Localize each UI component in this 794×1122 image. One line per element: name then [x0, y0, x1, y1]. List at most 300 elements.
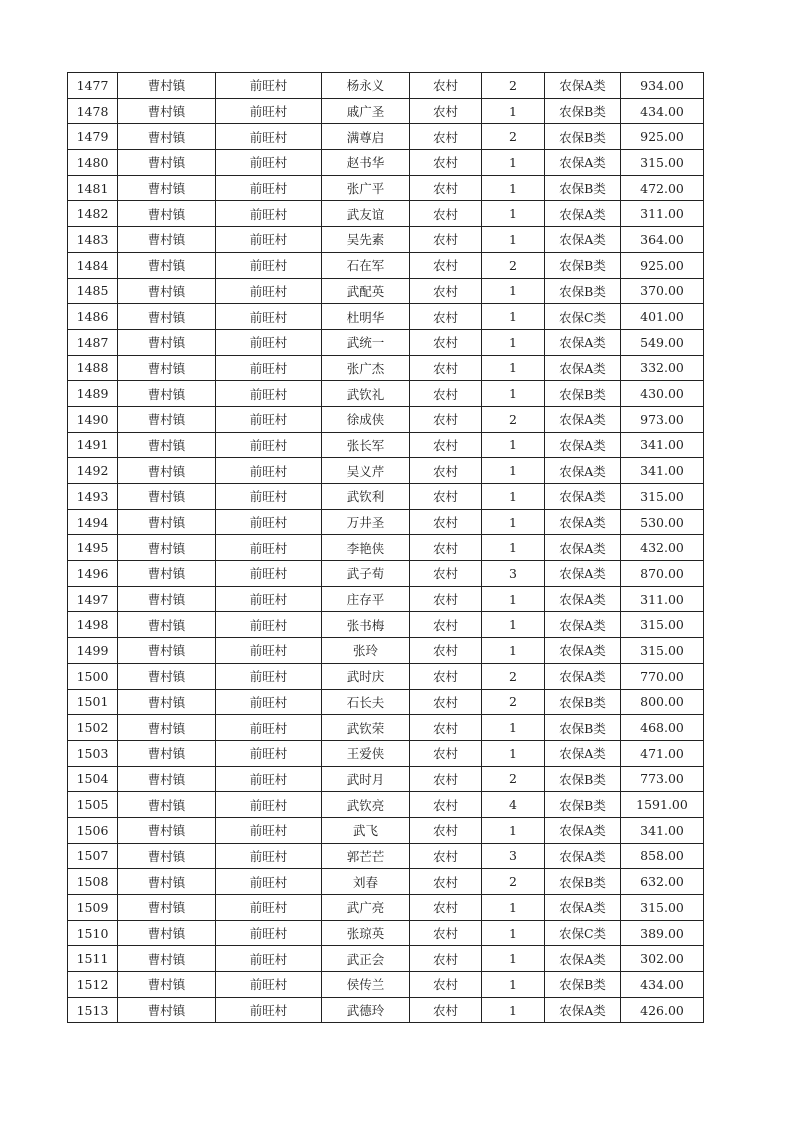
- household-type-cell: 农村: [410, 663, 482, 689]
- people-count-cell: 1: [482, 715, 545, 741]
- people-count-cell: 4: [482, 792, 545, 818]
- household-type-cell: 农村: [410, 329, 482, 355]
- category-cell: 农保B类: [545, 98, 621, 124]
- household-type-cell: 农村: [410, 484, 482, 510]
- table-row: [68, 227, 704, 253]
- amount-cell: 472.00: [621, 175, 704, 201]
- household-type-cell: 农村: [410, 73, 482, 99]
- people-count-cell: 1: [482, 484, 545, 510]
- table-body: [68, 73, 704, 1023]
- row-number-cell: 1487: [68, 329, 118, 355]
- household-type-cell: 农村: [410, 252, 482, 278]
- people-count-cell: 1: [482, 201, 545, 227]
- town-cell: 曹村镇: [118, 972, 216, 998]
- town-cell: 曹村镇: [118, 946, 216, 972]
- village-cell: 前旺村: [216, 817, 322, 843]
- town-cell: 曹村镇: [118, 792, 216, 818]
- table-row: [68, 766, 704, 792]
- amount-cell: 315.00: [621, 150, 704, 176]
- amount-cell: 770.00: [621, 663, 704, 689]
- village-cell: 前旺村: [216, 792, 322, 818]
- name-cell: 武时庆: [322, 663, 410, 689]
- name-cell: 张广平: [322, 175, 410, 201]
- town-cell: 曹村镇: [118, 73, 216, 99]
- category-cell: 农保B类: [545, 252, 621, 278]
- household-type-cell: 农村: [410, 535, 482, 561]
- row-number-cell: 1498: [68, 612, 118, 638]
- people-count-cell: 1: [482, 227, 545, 253]
- village-cell: 前旺村: [216, 304, 322, 330]
- row-number-cell: 1495: [68, 535, 118, 561]
- row-number-cell: 1510: [68, 920, 118, 946]
- people-count-cell: 1: [482, 972, 545, 998]
- amount-cell: 434.00: [621, 98, 704, 124]
- household-type-cell: 农村: [410, 381, 482, 407]
- table-row: [68, 329, 704, 355]
- amount-cell: 632.00: [621, 869, 704, 895]
- row-number-cell: 1479: [68, 124, 118, 150]
- village-cell: 前旺村: [216, 946, 322, 972]
- village-cell: 前旺村: [216, 201, 322, 227]
- village-cell: 前旺村: [216, 329, 322, 355]
- table-row: [68, 432, 704, 458]
- village-cell: 前旺村: [216, 98, 322, 124]
- category-cell: 农保C类: [545, 304, 621, 330]
- village-cell: 前旺村: [216, 355, 322, 381]
- amount-cell: 311.00: [621, 201, 704, 227]
- category-cell: 农保B类: [545, 689, 621, 715]
- name-cell: 万井圣: [322, 509, 410, 535]
- amount-cell: 302.00: [621, 946, 704, 972]
- name-cell: 刘春: [322, 869, 410, 895]
- amount-cell: 315.00: [621, 895, 704, 921]
- people-count-cell: 2: [482, 663, 545, 689]
- name-cell: 吴先素: [322, 227, 410, 253]
- row-number-cell: 1477: [68, 73, 118, 99]
- name-cell: 武配英: [322, 278, 410, 304]
- village-cell: 前旺村: [216, 766, 322, 792]
- category-cell: 农保B类: [545, 972, 621, 998]
- people-count-cell: 1: [482, 612, 545, 638]
- people-count-cell: 1: [482, 586, 545, 612]
- town-cell: 曹村镇: [118, 843, 216, 869]
- town-cell: 曹村镇: [118, 381, 216, 407]
- name-cell: 庄存平: [322, 586, 410, 612]
- row-number-cell: 1496: [68, 561, 118, 587]
- village-cell: 前旺村: [216, 535, 322, 561]
- category-cell: 农保B类: [545, 766, 621, 792]
- category-cell: 农保A类: [545, 406, 621, 432]
- category-cell: 农保A类: [545, 843, 621, 869]
- category-cell: 农保A类: [545, 586, 621, 612]
- people-count-cell: 2: [482, 869, 545, 895]
- row-number-cell: 1481: [68, 175, 118, 201]
- household-type-cell: 农村: [410, 509, 482, 535]
- row-number-cell: 1484: [68, 252, 118, 278]
- name-cell: 武统一: [322, 329, 410, 355]
- household-type-cell: 农村: [410, 766, 482, 792]
- category-cell: 农保B类: [545, 381, 621, 407]
- category-cell: 农保A类: [545, 946, 621, 972]
- row-number-cell: 1478: [68, 98, 118, 124]
- table-row: [68, 304, 704, 330]
- table-row: [68, 98, 704, 124]
- people-count-cell: 1: [482, 458, 545, 484]
- household-type-cell: 农村: [410, 715, 482, 741]
- town-cell: 曹村镇: [118, 740, 216, 766]
- table-row: [68, 252, 704, 278]
- people-count-cell: 1: [482, 98, 545, 124]
- village-cell: 前旺村: [216, 484, 322, 510]
- people-count-cell: 2: [482, 406, 545, 432]
- category-cell: 农保A类: [545, 895, 621, 921]
- people-count-cell: 2: [482, 252, 545, 278]
- name-cell: 武时月: [322, 766, 410, 792]
- table-row: [68, 124, 704, 150]
- row-number-cell: 1503: [68, 740, 118, 766]
- name-cell: 戚广圣: [322, 98, 410, 124]
- town-cell: 曹村镇: [118, 535, 216, 561]
- row-number-cell: 1482: [68, 201, 118, 227]
- people-count-cell: 1: [482, 381, 545, 407]
- row-number-cell: 1500: [68, 663, 118, 689]
- household-type-cell: 农村: [410, 98, 482, 124]
- category-cell: 农保A类: [545, 638, 621, 664]
- household-type-cell: 农村: [410, 638, 482, 664]
- people-count-cell: 1: [482, 535, 545, 561]
- village-cell: 前旺村: [216, 997, 322, 1023]
- village-cell: 前旺村: [216, 586, 322, 612]
- household-type-cell: 农村: [410, 201, 482, 227]
- village-cell: 前旺村: [216, 227, 322, 253]
- amount-cell: 341.00: [621, 458, 704, 484]
- household-type-cell: 农村: [410, 817, 482, 843]
- category-cell: 农保A类: [545, 227, 621, 253]
- table-row: [68, 740, 704, 766]
- name-cell: 张书梅: [322, 612, 410, 638]
- name-cell: 杨永义: [322, 73, 410, 99]
- people-count-cell: 1: [482, 920, 545, 946]
- amount-cell: 426.00: [621, 997, 704, 1023]
- name-cell: 武钦荣: [322, 715, 410, 741]
- category-cell: 农保A类: [545, 484, 621, 510]
- row-number-cell: 1490: [68, 406, 118, 432]
- village-cell: 前旺村: [216, 689, 322, 715]
- amount-cell: 549.00: [621, 329, 704, 355]
- town-cell: 曹村镇: [118, 406, 216, 432]
- people-count-cell: 1: [482, 329, 545, 355]
- allowance-table: [67, 72, 704, 1023]
- row-number-cell: 1512: [68, 972, 118, 998]
- people-count-cell: 1: [482, 304, 545, 330]
- category-cell: 农保A类: [545, 612, 621, 638]
- amount-cell: 471.00: [621, 740, 704, 766]
- table-row: [68, 843, 704, 869]
- row-number-cell: 1486: [68, 304, 118, 330]
- amount-cell: 389.00: [621, 920, 704, 946]
- people-count-cell: 1: [482, 278, 545, 304]
- name-cell: 武正会: [322, 946, 410, 972]
- amount-cell: 401.00: [621, 304, 704, 330]
- town-cell: 曹村镇: [118, 766, 216, 792]
- household-type-cell: 农村: [410, 997, 482, 1023]
- people-count-cell: 1: [482, 817, 545, 843]
- category-cell: 农保A类: [545, 150, 621, 176]
- row-number-cell: 1499: [68, 638, 118, 664]
- town-cell: 曹村镇: [118, 304, 216, 330]
- row-number-cell: 1485: [68, 278, 118, 304]
- table-row: [68, 612, 704, 638]
- town-cell: 曹村镇: [118, 561, 216, 587]
- category-cell: 农保B类: [545, 175, 621, 201]
- people-count-cell: 1: [482, 895, 545, 921]
- town-cell: 曹村镇: [118, 150, 216, 176]
- town-cell: 曹村镇: [118, 586, 216, 612]
- village-cell: 前旺村: [216, 715, 322, 741]
- amount-cell: 934.00: [621, 73, 704, 99]
- amount-cell: 364.00: [621, 227, 704, 253]
- table-row: [68, 997, 704, 1023]
- town-cell: 曹村镇: [118, 689, 216, 715]
- name-cell: 武德玲: [322, 997, 410, 1023]
- village-cell: 前旺村: [216, 175, 322, 201]
- table-row: [68, 561, 704, 587]
- town-cell: 曹村镇: [118, 432, 216, 458]
- row-number-cell: 1497: [68, 586, 118, 612]
- category-cell: 农保A类: [545, 663, 621, 689]
- table-row: [68, 895, 704, 921]
- category-cell: 农保A类: [545, 740, 621, 766]
- people-count-cell: 2: [482, 766, 545, 792]
- household-type-cell: 农村: [410, 561, 482, 587]
- row-number-cell: 1506: [68, 817, 118, 843]
- table-row: [68, 509, 704, 535]
- village-cell: 前旺村: [216, 843, 322, 869]
- amount-cell: 315.00: [621, 484, 704, 510]
- table-row: [68, 920, 704, 946]
- amount-cell: 773.00: [621, 766, 704, 792]
- table-row: [68, 663, 704, 689]
- town-cell: 曹村镇: [118, 329, 216, 355]
- row-number-cell: 1507: [68, 843, 118, 869]
- people-count-cell: 1: [482, 175, 545, 201]
- town-cell: 曹村镇: [118, 355, 216, 381]
- amount-cell: 800.00: [621, 689, 704, 715]
- row-number-cell: 1480: [68, 150, 118, 176]
- row-number-cell: 1494: [68, 509, 118, 535]
- table-row: [68, 638, 704, 664]
- category-cell: 农保A类: [545, 458, 621, 484]
- amount-cell: 870.00: [621, 561, 704, 587]
- amount-cell: 430.00: [621, 381, 704, 407]
- village-cell: 前旺村: [216, 509, 322, 535]
- name-cell: 赵书华: [322, 150, 410, 176]
- name-cell: 武飞: [322, 817, 410, 843]
- people-count-cell: 1: [482, 509, 545, 535]
- people-count-cell: 1: [482, 740, 545, 766]
- village-cell: 前旺村: [216, 895, 322, 921]
- table-row: [68, 73, 704, 99]
- household-type-cell: 农村: [410, 586, 482, 612]
- category-cell: 农保A类: [545, 817, 621, 843]
- row-number-cell: 1483: [68, 227, 118, 253]
- name-cell: 杜明华: [322, 304, 410, 330]
- town-cell: 曹村镇: [118, 124, 216, 150]
- amount-cell: 332.00: [621, 355, 704, 381]
- category-cell: 农保A类: [545, 355, 621, 381]
- town-cell: 曹村镇: [118, 175, 216, 201]
- village-cell: 前旺村: [216, 740, 322, 766]
- name-cell: 张长军: [322, 432, 410, 458]
- row-number-cell: 1493: [68, 484, 118, 510]
- people-count-cell: 1: [482, 432, 545, 458]
- household-type-cell: 农村: [410, 175, 482, 201]
- amount-cell: 341.00: [621, 817, 704, 843]
- row-number-cell: 1504: [68, 766, 118, 792]
- category-cell: 农保A类: [545, 432, 621, 458]
- row-number-cell: 1508: [68, 869, 118, 895]
- table-row: [68, 946, 704, 972]
- category-cell: 农保B类: [545, 869, 621, 895]
- household-type-cell: 农村: [410, 972, 482, 998]
- category-cell: 农保A类: [545, 73, 621, 99]
- village-cell: 前旺村: [216, 638, 322, 664]
- category-cell: 农保A类: [545, 201, 621, 227]
- household-type-cell: 农村: [410, 843, 482, 869]
- row-number-cell: 1513: [68, 997, 118, 1023]
- household-type-cell: 农村: [410, 895, 482, 921]
- town-cell: 曹村镇: [118, 278, 216, 304]
- table-row: [68, 484, 704, 510]
- amount-cell: 315.00: [621, 638, 704, 664]
- amount-cell: 973.00: [621, 406, 704, 432]
- category-cell: 农保B类: [545, 792, 621, 818]
- village-cell: 前旺村: [216, 972, 322, 998]
- people-count-cell: 1: [482, 946, 545, 972]
- table-row: [68, 869, 704, 895]
- people-count-cell: 3: [482, 843, 545, 869]
- table-row: [68, 689, 704, 715]
- town-cell: 曹村镇: [118, 663, 216, 689]
- table-row: [68, 406, 704, 432]
- table-row: [68, 175, 704, 201]
- row-number-cell: 1505: [68, 792, 118, 818]
- household-type-cell: 农村: [410, 946, 482, 972]
- table-row: [68, 817, 704, 843]
- name-cell: 张玲: [322, 638, 410, 664]
- category-cell: 农保B类: [545, 715, 621, 741]
- amount-cell: 530.00: [621, 509, 704, 535]
- table-row: [68, 535, 704, 561]
- name-cell: 武钦礼: [322, 381, 410, 407]
- town-cell: 曹村镇: [118, 920, 216, 946]
- amount-cell: 925.00: [621, 124, 704, 150]
- amount-cell: 370.00: [621, 278, 704, 304]
- town-cell: 曹村镇: [118, 252, 216, 278]
- name-cell: 武友谊: [322, 201, 410, 227]
- town-cell: 曹村镇: [118, 612, 216, 638]
- name-cell: 王爱侠: [322, 740, 410, 766]
- village-cell: 前旺村: [216, 73, 322, 99]
- people-count-cell: 2: [482, 73, 545, 99]
- category-cell: 农保A类: [545, 997, 621, 1023]
- table-row: [68, 355, 704, 381]
- village-cell: 前旺村: [216, 458, 322, 484]
- town-cell: 曹村镇: [118, 484, 216, 510]
- amount-cell: 925.00: [621, 252, 704, 278]
- amount-cell: 432.00: [621, 535, 704, 561]
- amount-cell: 311.00: [621, 586, 704, 612]
- row-number-cell: 1501: [68, 689, 118, 715]
- table-row: [68, 381, 704, 407]
- name-cell: 李艳侠: [322, 535, 410, 561]
- village-cell: 前旺村: [216, 150, 322, 176]
- household-type-cell: 农村: [410, 406, 482, 432]
- name-cell: 武子荀: [322, 561, 410, 587]
- household-type-cell: 农村: [410, 278, 482, 304]
- name-cell: 吴义芹: [322, 458, 410, 484]
- name-cell: 侯传兰: [322, 972, 410, 998]
- amount-cell: 858.00: [621, 843, 704, 869]
- row-number-cell: 1488: [68, 355, 118, 381]
- town-cell: 曹村镇: [118, 638, 216, 664]
- people-count-cell: 1: [482, 997, 545, 1023]
- amount-cell: 341.00: [621, 432, 704, 458]
- row-number-cell: 1489: [68, 381, 118, 407]
- village-cell: 前旺村: [216, 869, 322, 895]
- village-cell: 前旺村: [216, 252, 322, 278]
- town-cell: 曹村镇: [118, 817, 216, 843]
- table-row: [68, 792, 704, 818]
- name-cell: 武钦利: [322, 484, 410, 510]
- household-type-cell: 农村: [410, 612, 482, 638]
- table-row: [68, 715, 704, 741]
- table-row: [68, 201, 704, 227]
- row-number-cell: 1511: [68, 946, 118, 972]
- table-row: [68, 278, 704, 304]
- category-cell: 农保A类: [545, 561, 621, 587]
- town-cell: 曹村镇: [118, 715, 216, 741]
- village-cell: 前旺村: [216, 432, 322, 458]
- town-cell: 曹村镇: [118, 458, 216, 484]
- row-number-cell: 1492: [68, 458, 118, 484]
- table-row: [68, 586, 704, 612]
- name-cell: 石长夫: [322, 689, 410, 715]
- village-cell: 前旺村: [216, 381, 322, 407]
- town-cell: 曹村镇: [118, 201, 216, 227]
- people-count-cell: 1: [482, 355, 545, 381]
- household-type-cell: 农村: [410, 689, 482, 715]
- name-cell: 张琼英: [322, 920, 410, 946]
- name-cell: 郭芒芒: [322, 843, 410, 869]
- village-cell: 前旺村: [216, 612, 322, 638]
- village-cell: 前旺村: [216, 920, 322, 946]
- amount-cell: 315.00: [621, 612, 704, 638]
- name-cell: 徐成侠: [322, 406, 410, 432]
- village-cell: 前旺村: [216, 406, 322, 432]
- table-row: [68, 972, 704, 998]
- household-type-cell: 农村: [410, 124, 482, 150]
- category-cell: 农保B类: [545, 278, 621, 304]
- household-type-cell: 农村: [410, 304, 482, 330]
- table-row: [68, 458, 704, 484]
- name-cell: 武钦亮: [322, 792, 410, 818]
- category-cell: 农保A类: [545, 509, 621, 535]
- name-cell: 满尊启: [322, 124, 410, 150]
- category-cell: 农保B类: [545, 124, 621, 150]
- amount-cell: 1591.00: [621, 792, 704, 818]
- category-cell: 农保A类: [545, 329, 621, 355]
